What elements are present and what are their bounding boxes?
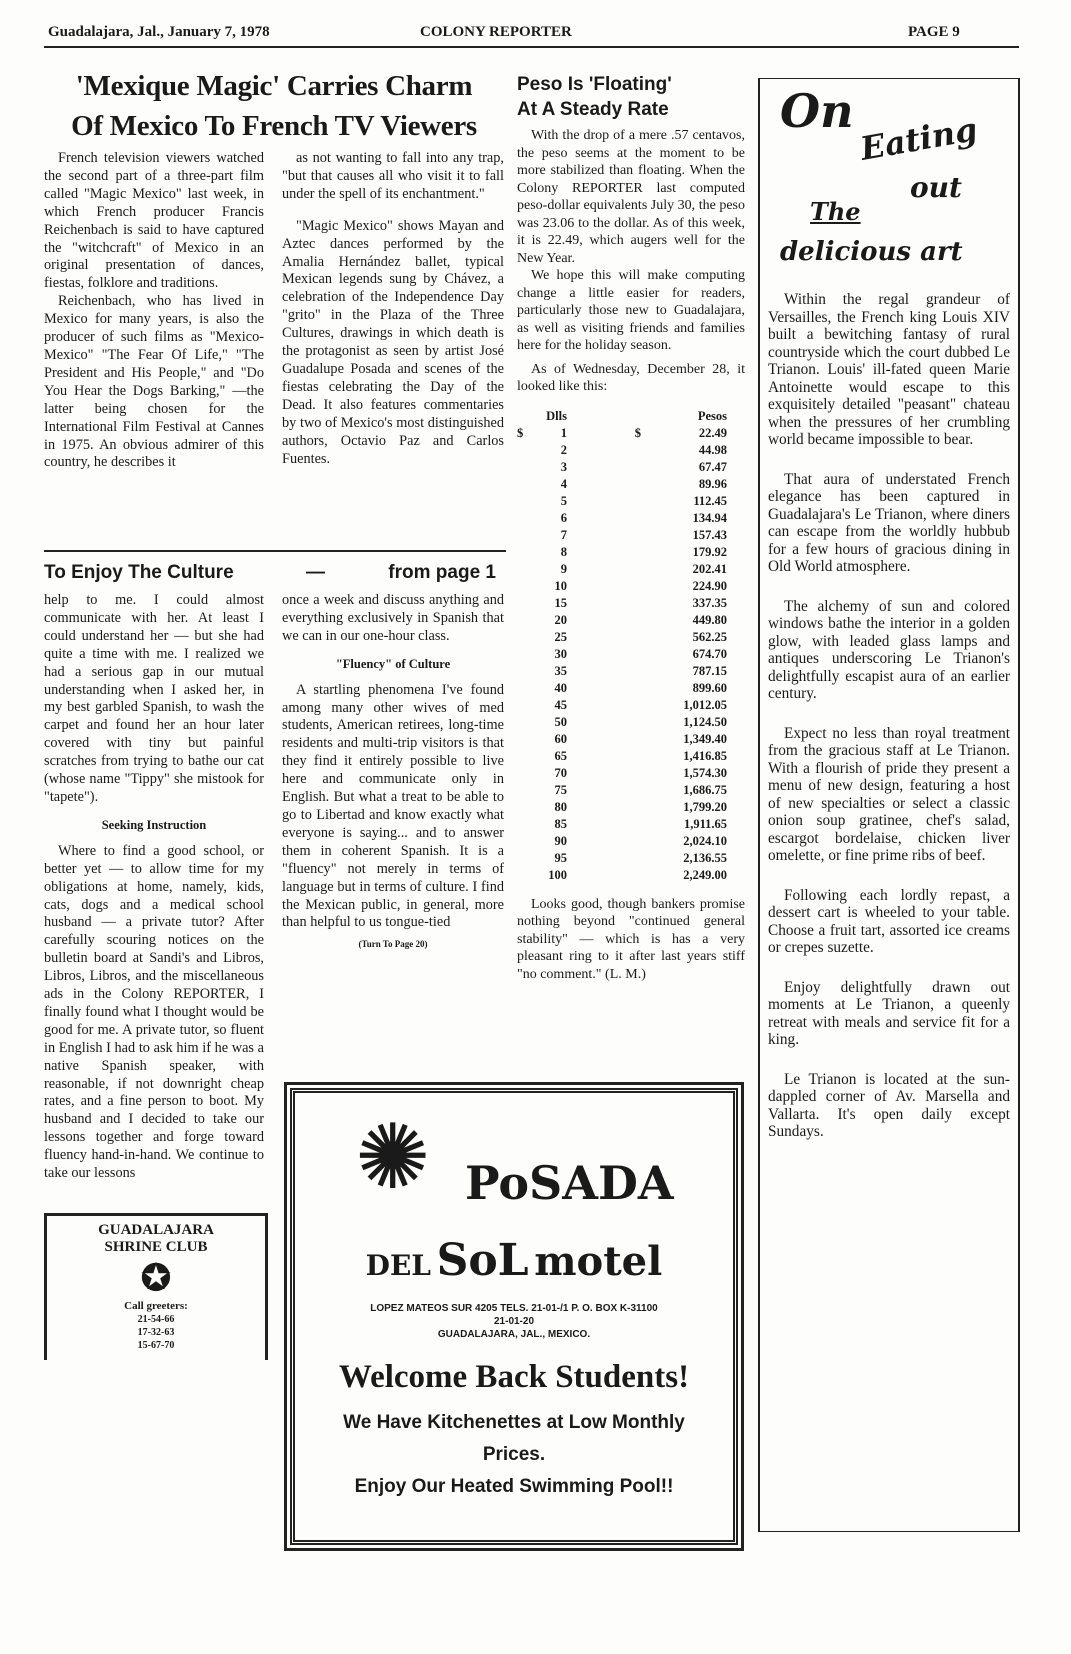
- currency-symbol: [567, 765, 647, 782]
- paragraph: With the drop of a mere .57 centavos, the peso seems at the moment to be more stabilized than floating. When the Colony REPORTER last computed peso-dollar equivalents July 30, the peso was 23.06 to the dollar. As of this week, it is 22.49, which augers well for the New Year.: [517, 128, 745, 266]
- pesos-cell: 22.49: [698, 425, 727, 440]
- table-row: [517, 714, 727, 731]
- currency-symbol: [517, 510, 537, 527]
- table-row: [517, 833, 727, 850]
- ad-logo: [295, 1093, 733, 1233]
- paragraph: Where to find a good school, or better yet — to allow time for my obligations at home, namely, kids, cats, dogs and a medical school husband — a private tutor? After carefully scouring notices on the bulletin board at Sandi's and Libros, Libros, Libros, and the miscellaneous ads in the Colony REPORTER, I finally found what I thought would be good for me. A private tutor, so fluent in English I had to ask him if he was a native Spanish speaker, with reasonable, if not downright cheap rates, and a fine person to boot. My husband and I decided to take our lessons together and forge toward fluency hand-in-hand. We continue to take our lessons: [44, 842, 264, 1182]
- dollars-cell: 3: [560, 459, 567, 474]
- dollars-cell: 45: [554, 697, 567, 712]
- ad-subname: [295, 1233, 733, 1298]
- currency-symbol: [567, 510, 647, 527]
- table-row: [517, 442, 727, 459]
- table-row: [517, 799, 727, 816]
- dollars-cell: 10: [554, 578, 567, 593]
- dollars-cell: 75: [554, 782, 567, 797]
- currency-symbol: [567, 629, 647, 646]
- magic-col2: [282, 150, 504, 468]
- ad-title: SHRINE CLUB: [104, 1239, 208, 1255]
- dollars-cell: 100: [548, 867, 567, 882]
- currency-symbol: [567, 442, 647, 459]
- currency-symbol: [517, 629, 537, 646]
- phone: 17-32-63: [137, 1327, 175, 1338]
- column-header: Dlls: [546, 408, 567, 423]
- currency-symbol: [567, 493, 647, 510]
- currency-symbol: [517, 476, 537, 493]
- paragraph: Within the regal grandeur of Versailles, the French king Louis XIV built a bewitching fantasy of rural countryside which the court dubbed Le Trianon. Louis' ill-fated queen Marie Antoinette would escape to this exquisitely detailed "peasant" chateau when the pressures of her crumbling world became impossible to bear.: [768, 291, 1010, 448]
- dollars-cell: 7: [560, 527, 567, 542]
- ad-address: LOPEZ MATEOS SUR 4205 TELS. 21-01-/1 P. O. BOX K-31100: [370, 1303, 658, 1314]
- dollars-cell: 2: [560, 442, 567, 457]
- currency-symbol: [517, 663, 537, 680]
- headline-jump: from page 1: [388, 562, 496, 583]
- table-row: [517, 680, 727, 697]
- currency-symbol: [517, 442, 537, 459]
- currency-symbol: [567, 748, 647, 765]
- paragraph: once a week and discuss anything and everything exclusively in Spanish that we can in our one-hour class.: [282, 592, 504, 644]
- dollars-cell: 8: [560, 544, 567, 559]
- currency-symbol: [517, 714, 537, 731]
- dollars-cell: 95: [554, 850, 567, 865]
- table-row: [517, 510, 727, 527]
- table-row: [517, 748, 727, 765]
- headline-line: At A Steady Rate: [517, 99, 669, 120]
- currency-symbol: [567, 731, 647, 748]
- pesos-cell: 1,349.40: [683, 731, 727, 746]
- dollars-cell: 65: [554, 748, 567, 763]
- culture-col1-wrapper: [44, 592, 264, 1360]
- pesos-cell: 562.25: [692, 629, 727, 644]
- headline-line: 'Mexique Magic' Carries Charm: [75, 70, 473, 102]
- paragraph: A startling phenomena I've found among many other wives of med students, American retirees, long-time residents and multi-trip visitors is that they find it entirely possible to live here and communicate only in English. But what a treat to be able to go to Libertad and know exactly what everyone is saying... and to answer them in coherent Spanish. It is a "fluency" not merely in terms of language but in terms of culture. I find the Mexican public, in general, more than helpful to us tongue-tied: [282, 681, 504, 931]
- currency-symbol: [517, 646, 537, 663]
- dollars-cell: 60: [554, 731, 567, 746]
- pesos-cell: 1,416.85: [683, 748, 727, 763]
- culture-col2: [282, 592, 504, 950]
- paragraph: That aura of understated French elegance has been captured in Guadalajara's Le Trianon, where diners can escape from the worldly hubbub for a few hours of gracious dining in Old World atmosphere.: [768, 470, 1010, 575]
- table-row: [517, 850, 727, 867]
- currency-symbol: [567, 799, 647, 816]
- paragraph: as not wanting to fall into any trap, "but that causes all who visit it to fall under the spell of its enchantment.": [282, 150, 504, 202]
- column-header: Pesos: [697, 408, 727, 423]
- paragraph: Le Trianon is located at the sun-dappled corner of Av. Marsella and Vallarta. It's open daily except Sundays.: [768, 1070, 1010, 1140]
- headline-title: To Enjoy The Culture: [44, 562, 234, 583]
- pesos-cell: 1,124.50: [683, 714, 727, 729]
- ad-phone: 21-01-20: [493, 1316, 535, 1327]
- table-row: [517, 544, 727, 561]
- trianon-box: [758, 78, 1020, 1532]
- table-row: [517, 663, 727, 680]
- currency-symbol: [567, 663, 647, 680]
- paragraph: Looks good, though bankers promise nothing beyond "continued general stability" — which is has a very pleasant ring to it after last years stiff "no comment." (L. M.): [517, 896, 745, 982]
- pesos-cell: 1,574.30: [683, 765, 727, 780]
- paragraph: help to me. I could almost communicate with her. At least I could understand her — but she had quite a time with me. I realized we had a serious gap in our mutual understanding when I asked her, in my best garbled Spanish, to wash the carpet and found her an hour later covered with tiny but painful scratches from trying to bathe our cat (whose name "Tippy" she mistook for "tapete").: [44, 592, 264, 805]
- currency-symbol: [567, 867, 647, 884]
- dollars-cell: 6: [560, 510, 567, 525]
- dollars-cell: 4: [560, 476, 567, 491]
- dollars-cell: 90: [554, 833, 567, 848]
- dollars-cell: 5: [560, 493, 567, 508]
- pesos-cell: 44.98: [698, 442, 727, 457]
- subhead: "Fluency" of Culture: [335, 656, 451, 671]
- currency-symbol: [567, 476, 647, 493]
- logo-text: delicious art: [780, 237, 963, 267]
- magic-col1: [44, 150, 264, 472]
- table-row: [517, 459, 727, 476]
- logo-text: Eating: [857, 110, 981, 168]
- currency-symbol: $: [634, 425, 641, 440]
- currency-symbol: [567, 544, 647, 561]
- currency-symbol: [567, 850, 647, 867]
- ad-del: DEL: [365, 1249, 431, 1282]
- currency-symbol: [517, 765, 537, 782]
- dollars-cell: 50: [554, 714, 567, 729]
- pesos-cell: 134.94: [692, 510, 727, 525]
- paragraph: "Magic Mexico" shows Mayan and Aztec dances performed by the Amalia Hernández ballet, typical Mexican legends sung by Chávez, a celebration of the Independence Day "grito" in the Plaza of the Three Cultures, drawings in which death is the protagonist as seen by artist José Guadalupe Posada and scenes of the fiestas celebrating the Day of the Dead. It also features commentaries by two of Mexico's most distinguished authors, Octavio Paz and Carlos Fuentes.: [282, 217, 504, 467]
- phone: 15-67-70: [137, 1340, 175, 1351]
- currency-symbol: [517, 544, 537, 561]
- pesos-cell: 899.60: [692, 680, 727, 695]
- peso-headline: [517, 72, 745, 122]
- pesos-cell: 224.90: [692, 578, 727, 593]
- currency-symbol: [567, 697, 647, 714]
- dollars-cell: 15: [554, 595, 567, 610]
- ad-sol: SoL: [436, 1235, 529, 1286]
- ad-line: Enjoy Our Heated Swimming Pool!!: [354, 1476, 674, 1497]
- pesos-cell: 112.45: [693, 493, 727, 508]
- pesos-cell: 2,024.10: [683, 833, 727, 848]
- paragraph: Following each lordly repast, a dessert cart is wheeled to your table. Choose a fruit tart, assorted ice creams or crepes suzette.: [768, 886, 1010, 956]
- table-row: [517, 493, 727, 510]
- table-row: [517, 782, 727, 799]
- logo-text: The: [810, 197, 861, 226]
- logo-text: On: [780, 84, 854, 138]
- pesos-cell: 674.70: [692, 646, 727, 661]
- currency-symbol: [517, 816, 537, 833]
- table-row: [517, 765, 727, 782]
- pesos-cell: 1,799.20: [683, 799, 727, 814]
- pesos-cell: 67.47: [698, 459, 727, 474]
- currency-symbol: $: [517, 425, 524, 440]
- currency-symbol: [517, 459, 537, 476]
- paragraph: Expect no less than royal treatment from the gracious staff at Le Trianon. With a flourish of pride they present a menu of new design, featuring a host of new specialties or select a classic onion soup gratinee, chef's salad, escargot bordelaise, chicken liver omelette, or fine prime ribs of beef.: [768, 724, 1010, 864]
- currency-symbol: [567, 459, 647, 476]
- headline-line: Of Mexico To French TV Viewers: [71, 110, 477, 142]
- pesos-cell: 157.43: [692, 527, 727, 542]
- currency-symbol: [517, 697, 537, 714]
- peso-closing: [517, 896, 745, 984]
- paragraph: We hope this will make computing change a little easier for readers, particularly those new to Guadalajara, as well as visiting friends and families here for the holiday season.: [517, 268, 745, 353]
- magic-headline: [44, 66, 504, 146]
- shrine-club-ad: [44, 1213, 268, 1360]
- pesos-cell: 337.35: [692, 595, 727, 610]
- currency-symbol: [517, 680, 537, 697]
- pesos-cell: 1,012.05: [683, 697, 727, 712]
- pesos-cell: 1,911.65: [683, 816, 727, 831]
- table-row: [517, 561, 727, 578]
- table-row: [517, 816, 727, 833]
- culture-headline: [44, 560, 506, 585]
- currency-symbol: [517, 748, 537, 765]
- ad-name: PoSADA: [465, 1156, 674, 1210]
- on-eating-out-logo: [760, 79, 1018, 279]
- trianon-body: [760, 279, 1018, 1141]
- paragraph: Enjoy delightfully drawn out moments at Le Trianon, a queenly retreat with meals and service fit for a king.: [768, 978, 1010, 1048]
- currency-symbol: [517, 612, 537, 629]
- currency-symbol: [567, 680, 647, 697]
- masthead: COLONY REPORTER: [420, 24, 572, 40]
- paragraph: As of Wednesday, December 28, it looked like this:: [517, 361, 745, 394]
- ad-motel: motel: [534, 1238, 663, 1285]
- table-row: [517, 425, 727, 442]
- currency-symbol: [567, 782, 647, 799]
- dollars-cell: 1: [560, 425, 567, 440]
- dollars-cell: 9: [560, 561, 567, 576]
- culture-col1: [44, 592, 264, 1183]
- table-row: [517, 476, 727, 493]
- currency-symbol: [517, 782, 537, 799]
- dollars-cell: 80: [554, 799, 567, 814]
- table-row: [517, 867, 727, 884]
- dollars-cell: 40: [554, 680, 567, 695]
- peso-column: [517, 72, 745, 983]
- currency-symbol: [517, 527, 537, 544]
- currency-symbol: [567, 646, 647, 663]
- peso-body: [517, 127, 745, 396]
- ad-title: GUADALAJARA: [98, 1222, 214, 1238]
- ad-city: GUADALAJARA, JAL., MEXICO.: [437, 1329, 591, 1340]
- currency-symbol: [567, 714, 647, 731]
- pesos-cell: 449.80: [692, 612, 727, 627]
- currency-symbol: [517, 731, 537, 748]
- ad-welcome: Welcome Back Students!: [338, 1359, 690, 1395]
- header-rule: [44, 46, 1019, 48]
- posada-del-sol-ad: [290, 1088, 738, 1545]
- currency-symbol: [517, 578, 537, 595]
- currency-symbol: [517, 833, 537, 850]
- headline-dash: —: [306, 562, 325, 583]
- table-row: [517, 731, 727, 748]
- pesos-cell: 202.41: [692, 561, 727, 576]
- currency-symbol: [567, 612, 647, 629]
- currency-symbol: [517, 867, 537, 884]
- currency-symbol: [517, 595, 537, 612]
- headline-line: Peso Is 'Floating': [517, 74, 672, 95]
- paragraph: Reichenbach, who has lived in Mexico for many years, is also the producer of such films as "Mexico-Mexico" "The Fear Of Life," "The President and His People," and "Do You Hear the Dogs Barking," —the latter being chosen for the International Film Festival at Cannes in 1975. An obvious admirer of this country, he describes it: [44, 293, 264, 471]
- dollars-cell: 25: [554, 629, 567, 644]
- table-row: [517, 612, 727, 629]
- subhead: Seeking Instruction: [101, 817, 207, 832]
- paragraph: French television viewers watched the second part of a three-part film called "Magic Mexico" last week, in which French producer Francis Reichenbach is said to have captured the "witchcraft" of Mexico in an original presentation of dances, fiestas, folklore and traditions.: [44, 150, 264, 292]
- dollars-cell: 30: [554, 646, 567, 661]
- paragraph: The alchemy of sun and colored windows bathe the interior in a golden glow, with leaded glass lamps and antiques underscoring Le Trianon's delightfully escapist aura of an earlier century.: [768, 597, 1010, 702]
- table-row: [517, 578, 727, 595]
- table-row: [517, 646, 727, 663]
- ad-line: Prices.: [482, 1444, 546, 1465]
- table-row: [517, 527, 727, 544]
- currency-symbol: [567, 833, 647, 850]
- sun-icon: ✺: [355, 1108, 431, 1208]
- pesos-cell: 179.92: [692, 544, 727, 559]
- divider: [44, 550, 506, 552]
- currency-symbol: [517, 561, 537, 578]
- star-emblem-icon: ✪: [140, 1258, 172, 1298]
- table-row: [517, 629, 727, 646]
- exchange-rate-table: [517, 408, 727, 884]
- pesos-cell: 1,686.75: [683, 782, 727, 797]
- pesos-cell: 2,136.55: [683, 850, 727, 865]
- table-row: [517, 595, 727, 612]
- currency-symbol: [567, 561, 647, 578]
- dollars-cell: 70: [554, 765, 567, 780]
- currency-symbol: [567, 527, 647, 544]
- table-row: [517, 697, 727, 714]
- pesos-cell: 89.96: [698, 476, 727, 491]
- jump-line[interactable]: (Turn To Page 20): [358, 939, 428, 950]
- pesos-cell: 787.15: [692, 663, 727, 678]
- currency-symbol: [567, 816, 647, 833]
- ad-line: We Have Kitchenettes at Low Monthly: [343, 1412, 685, 1433]
- ad-label: Call greeters:: [124, 1300, 188, 1312]
- currency-symbol: [567, 595, 647, 612]
- dollars-cell: 35: [554, 663, 567, 678]
- dollars-cell: 85: [554, 816, 567, 831]
- page-number: PAGE 9: [908, 24, 960, 40]
- currency-symbol: [517, 493, 537, 510]
- currency-symbol: [517, 799, 537, 816]
- currency-symbol: [517, 850, 537, 867]
- currency-symbol: [567, 578, 647, 595]
- pesos-cell: 2,249.00: [683, 867, 727, 882]
- phone: 21-54-66: [137, 1314, 175, 1325]
- logo-text: out: [910, 171, 962, 204]
- dollars-cell: 20: [554, 612, 567, 627]
- dateline: Guadalajara, Jal., January 7, 1978: [48, 24, 270, 40]
